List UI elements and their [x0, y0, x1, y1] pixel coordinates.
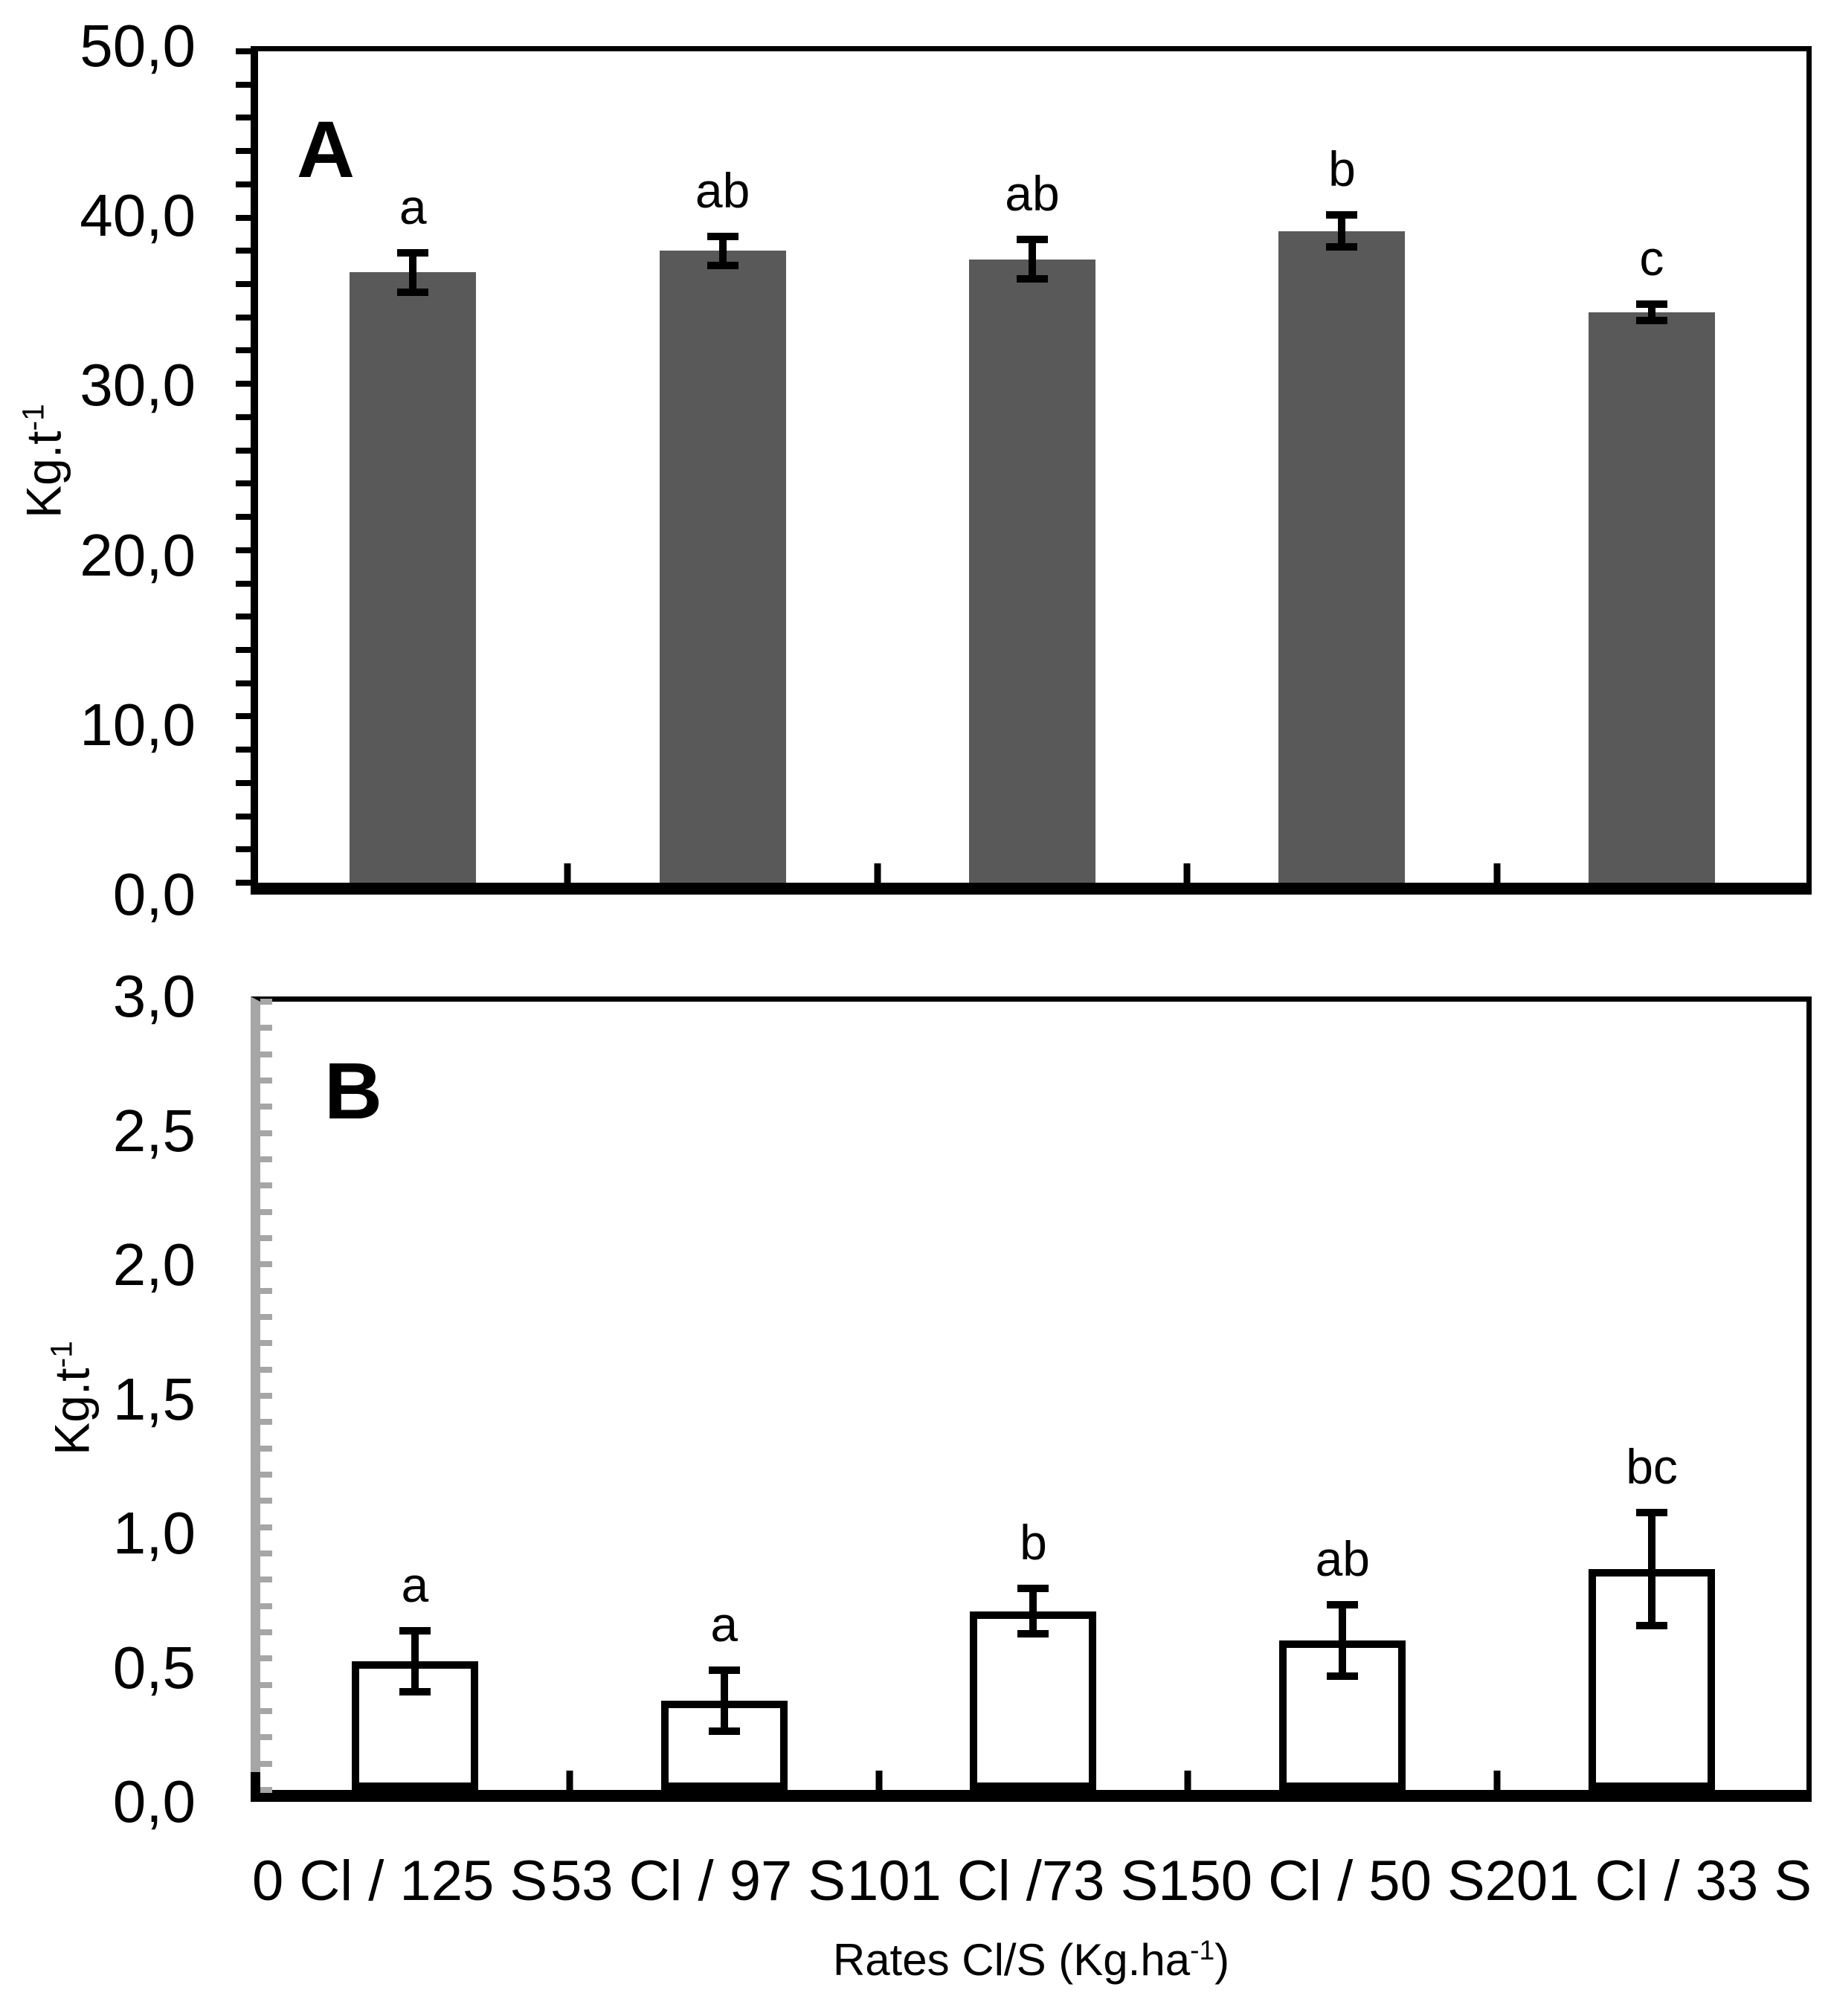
category-slot: [260, 1002, 570, 1790]
panel-b-plot-area: [251, 996, 1812, 1802]
significance-letter: c: [1639, 231, 1664, 286]
error-bar-cap: [1017, 1630, 1049, 1637]
y-axis-tick: [236, 880, 251, 886]
error-bar: [721, 1666, 728, 1735]
error-bar-cap: [399, 1688, 431, 1695]
y-axis-tick: [236, 514, 251, 520]
x-axis-category-labels: [251, 1849, 1812, 1913]
error-bar-cap: [1017, 1585, 1049, 1592]
x-axis-title: Rates Cl/S $(Kg.ha^{-1})$: [832, 1934, 1230, 1985]
significance-letter: b: [1020, 1515, 1047, 1571]
y-axis-tick: [236, 680, 251, 686]
y-axis-tick: [236, 215, 251, 221]
error-bar: [1029, 1585, 1037, 1637]
y-axis-tick: [236, 547, 251, 553]
significance-letter: ab: [1315, 1530, 1370, 1586]
error-bar-cap: [709, 1666, 740, 1674]
error-bar-cap: [707, 262, 738, 269]
y-axis-tick: [236, 148, 251, 154]
error-bar: [1338, 211, 1345, 251]
panel-a-plot-area: [251, 46, 1812, 895]
x-axis-category-label: 101 Cl /73 S: [847, 1849, 1159, 1913]
y-axis-tick-label: 10,0: [80, 691, 196, 758]
panel-a-y-axis-title: $Kg.t^{-1}$: [16, 404, 71, 518]
y-axis-tick: [236, 315, 251, 321]
category-slot: [878, 51, 1187, 883]
error-bar: [409, 249, 416, 296]
y-axis-tick: [236, 347, 251, 353]
error-bar: [719, 233, 727, 269]
significance-letter: a: [399, 179, 427, 235]
significance-letter: bc: [1626, 1438, 1678, 1494]
y-axis-tick-label: 1,5: [112, 1365, 196, 1432]
error-bar-cap: [709, 1727, 740, 1735]
y-axis-tick: [236, 48, 251, 54]
y-axis-tick: [236, 581, 251, 587]
y-axis-tick: [236, 181, 251, 187]
y-axis-tick: [236, 713, 251, 719]
error-bar-cap: [1017, 236, 1048, 243]
y-axis-tick: [236, 846, 251, 852]
y-axis-tick-label: 50,0: [80, 13, 196, 79]
error-bar: [411, 1627, 419, 1695]
error-bar-cap: [397, 289, 428, 296]
significance-letter: ab: [695, 162, 750, 218]
significance-letter: a: [401, 1556, 429, 1612]
y-axis-tick-label: 1,0: [112, 1500, 196, 1566]
category-slot: [570, 1002, 879, 1790]
y-axis-tick-label: 3,0: [112, 963, 196, 1029]
error-bar-cap: [1327, 1601, 1358, 1608]
bar-series: [260, 1002, 1806, 1790]
y-axis-tick: [236, 647, 251, 653]
y-axis-tick: [236, 747, 251, 753]
category-slot: [1188, 1002, 1497, 1790]
y-axis-tick: [236, 780, 251, 786]
y-axis-tick: [236, 115, 251, 120]
error-bar-cap: [399, 1627, 431, 1635]
y-axis-tick: [236, 814, 251, 819]
y-axis-tick-label: 0,5: [112, 1634, 196, 1701]
bar: [970, 1611, 1096, 1790]
y-axis-tick: [236, 614, 251, 619]
y-axis-tick-label: 0,0: [112, 861, 196, 927]
error-bar: [1339, 1601, 1346, 1680]
axis-corner: [251, 1772, 260, 1802]
y-axis-tick: [236, 448, 251, 454]
error-bar-cap: [1636, 1509, 1667, 1516]
category-slot: [567, 51, 877, 883]
error-bar-cap: [1326, 211, 1357, 219]
y-axis-tick: [236, 82, 251, 88]
category-slot: [1187, 51, 1496, 883]
error-bar: [1648, 300, 1655, 323]
y-axis-tick-label: 2,5: [112, 1097, 196, 1164]
y-axis-tick-label: 30,0: [80, 352, 196, 419]
y-axis-tick: [236, 248, 251, 254]
y-axis-tick-label: 2,0: [112, 1231, 196, 1298]
x-axis-category-label: 0 Cl / 125 S: [251, 1849, 548, 1913]
significance-letter: ab: [1005, 166, 1060, 222]
category-slot: [1497, 1002, 1806, 1790]
x-axis-category-label: 201 Cl / 33 S: [1484, 1849, 1812, 1913]
y-axis-tick: [236, 414, 251, 420]
category-slot: [879, 1002, 1188, 1790]
x-axis-category-label: 53 Cl / 97 S: [550, 1849, 846, 1913]
x-axis-category-label: 150 Cl / 50 S: [1158, 1849, 1485, 1913]
y-axis-tick-label: 0,0: [112, 1768, 196, 1835]
panel-a-label: A: [297, 104, 355, 194]
error-bar-cap: [397, 249, 428, 257]
significance-letter: a: [710, 1596, 738, 1652]
panel-b-y-axis-title: $Kg.t^{-1}$: [44, 1341, 100, 1455]
error-bar: [1648, 1509, 1655, 1630]
bar-series: [258, 51, 1806, 883]
panel-b-label: B: [324, 1046, 382, 1136]
category-slot: [1497, 51, 1806, 883]
error-bar-cap: [1636, 1622, 1667, 1629]
bar: [969, 260, 1095, 883]
significance-letter: b: [1328, 141, 1356, 196]
y-axis-tick-label: 20,0: [80, 521, 196, 588]
error-bar-cap: [707, 233, 738, 240]
error-bar-cap: [1327, 1672, 1358, 1680]
y-axis-tick: [236, 381, 251, 387]
y-axis-tick: [236, 480, 251, 486]
y-axis-tick: [236, 281, 251, 287]
error-bar-cap: [1017, 275, 1048, 283]
bar: [1589, 312, 1715, 883]
error-bar-cap: [1326, 243, 1357, 251]
bar: [1278, 231, 1405, 883]
y-axis-tick-label: 40,0: [80, 182, 196, 249]
bar: [350, 272, 476, 883]
error-bar-cap: [1636, 300, 1667, 308]
error-bar-cap: [1636, 317, 1667, 324]
bar: [660, 251, 786, 883]
error-bar: [1029, 236, 1036, 283]
